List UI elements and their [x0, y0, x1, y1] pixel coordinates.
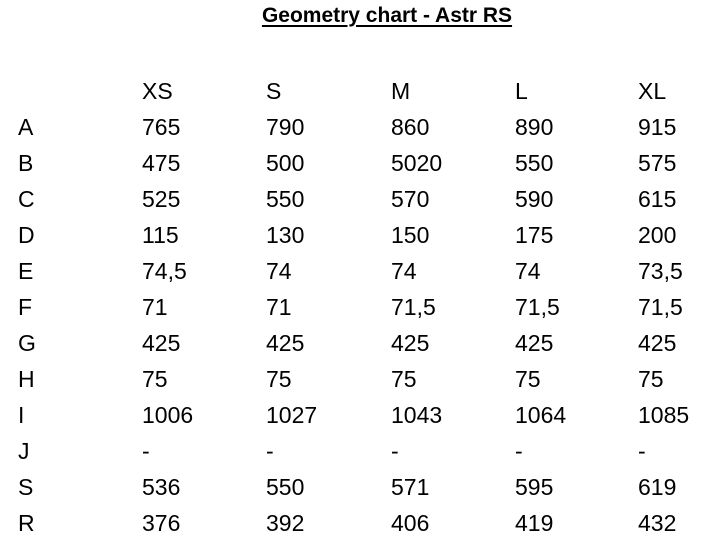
header-cell-xs: XS: [142, 77, 173, 104]
page-title: Geometry chart - Astr RS: [261, 4, 513, 27]
cell-xl: 1085: [638, 401, 690, 428]
cell-s: 71: [266, 293, 292, 320]
cell-xl: 615: [638, 185, 677, 212]
cell-xs: 75: [142, 365, 168, 392]
cell-xl: 425: [638, 329, 677, 356]
cell-s: 392: [266, 509, 305, 536]
cell-xs: 475: [142, 149, 181, 176]
table-row: [0, 433, 720, 469]
row-label: G: [18, 329, 36, 356]
cell-l: -: [515, 437, 523, 464]
cell-l: 550: [515, 149, 554, 176]
cell-xs: 536: [142, 473, 181, 500]
cell-m: 74: [391, 257, 417, 284]
cell-l: 75: [515, 365, 541, 392]
header-cell-label: [0, 73, 142, 109]
cell-s: 75: [266, 365, 292, 392]
cell-s: 74: [266, 257, 292, 284]
table-row: [0, 325, 720, 361]
cell-l: 419: [515, 509, 554, 536]
geometry-table: [0, 73, 720, 541]
cell-xs: 525: [142, 185, 181, 212]
row-label: I: [18, 401, 25, 428]
cell-s: 425: [266, 329, 305, 356]
cell-l: 74: [515, 257, 541, 284]
cell-l: 1064: [515, 401, 567, 428]
cell-l: 590: [515, 185, 554, 212]
table-row: [0, 181, 720, 217]
table-row: [0, 505, 720, 541]
header-cell-m: M: [391, 77, 411, 104]
cell-xl: 73,5: [638, 257, 683, 284]
cell-l: 595: [515, 473, 554, 500]
cell-xs: 115: [142, 221, 179, 248]
table-row: [0, 469, 720, 505]
cell-m: 425: [391, 329, 430, 356]
header-cell-s: S: [266, 77, 282, 104]
cell-s: 500: [266, 149, 305, 176]
cell-xl: 619: [638, 473, 677, 500]
cell-s: 550: [266, 185, 305, 212]
row-label: D: [18, 221, 35, 248]
cell-s: -: [266, 437, 274, 464]
cell-m: 5020: [391, 149, 443, 176]
table-row: [0, 397, 720, 433]
table-row: [0, 145, 720, 181]
cell-xl: 915: [638, 113, 677, 140]
row-label: E: [18, 257, 34, 284]
table-row: [0, 361, 720, 397]
row-label: F: [18, 293, 33, 320]
row-label: J: [18, 437, 30, 464]
cell-l: 425: [515, 329, 554, 356]
header-row: [0, 73, 720, 109]
cell-s: 1027: [266, 401, 318, 428]
row-label: C: [18, 185, 35, 212]
cell-xl: 71,5: [638, 293, 683, 320]
cell-l: 175: [515, 221, 554, 248]
cell-s: 790: [266, 113, 305, 140]
row-label: A: [18, 113, 34, 140]
cell-l: 890: [515, 113, 554, 140]
cell-m: 571: [391, 473, 430, 500]
cell-xs: 71: [142, 293, 168, 320]
table-row: [0, 289, 720, 325]
row-label: B: [18, 149, 34, 176]
cell-m: 71,5: [391, 293, 436, 320]
row-label: H: [18, 365, 35, 392]
cell-m: 570: [391, 185, 430, 212]
cell-s: 130: [266, 221, 305, 248]
cell-xl: -: [638, 437, 646, 464]
table-body: [0, 109, 720, 541]
cell-xs: 1006: [142, 401, 194, 428]
cell-m: 150: [391, 221, 430, 248]
cell-xs: 376: [142, 509, 181, 536]
header-cell-l: L: [515, 77, 528, 104]
cell-xs: 74,5: [142, 257, 187, 284]
cell-l: 71,5: [515, 293, 560, 320]
cell-xl: 75: [638, 365, 664, 392]
cell-m: 75: [391, 365, 417, 392]
header-cell-xl: XL: [638, 77, 667, 104]
cell-xl: 200: [638, 221, 677, 248]
row-label: R: [18, 509, 35, 536]
cell-xs: 765: [142, 113, 181, 140]
row-label: S: [18, 473, 34, 500]
cell-m: -: [391, 437, 399, 464]
cell-s: 550: [266, 473, 305, 500]
table-row: [0, 109, 720, 145]
cell-xl: 432: [638, 509, 677, 536]
cell-xs: 425: [142, 329, 181, 356]
table-row: [0, 253, 720, 289]
cell-m: 860: [391, 113, 430, 140]
cell-xs: -: [142, 437, 150, 464]
cell-m: 406: [391, 509, 430, 536]
cell-xl: 575: [638, 149, 677, 176]
table-row: [0, 217, 720, 253]
cell-m: 1043: [391, 401, 443, 428]
